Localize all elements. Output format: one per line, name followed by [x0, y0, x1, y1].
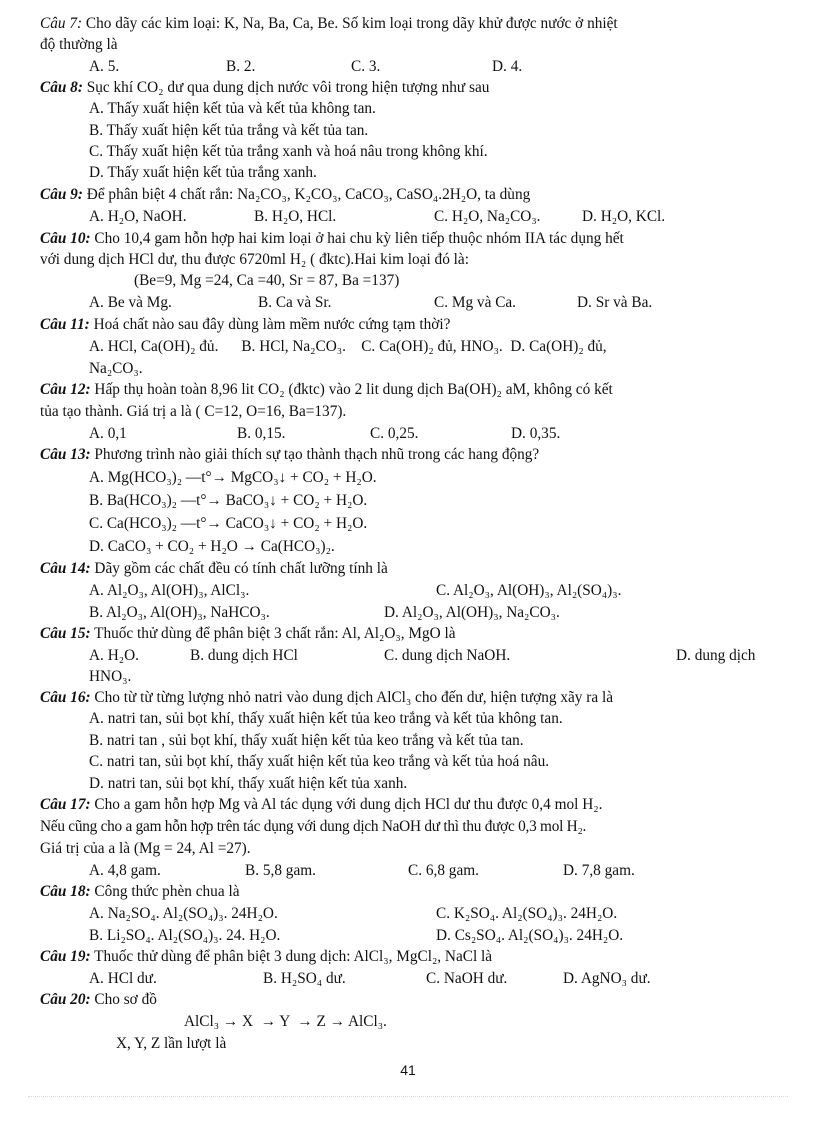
q12-stem-line1 — [40, 380, 613, 400]
q17-option-d: D. 7,8 gam. — [563, 862, 635, 879]
q18-option-d: D. Cs₂SO₄. Al₂(SO₄)₃. 24H₂O. — [436, 927, 624, 944]
q12-option-d: D. 0,35. — [511, 425, 561, 442]
q15-option-b: B. dung dịch HCl — [190, 647, 298, 664]
q16-stem-text: Cho từ từ từng lượng nhỏ natri vào dung dịch AlCl₃ cho đến dư, hiện tượng xãy ra là — [94, 689, 614, 706]
q10-atomic-masses: (Be=9, Mg =24, Ca =40, Sr = 87, Ba =137) — [134, 272, 400, 289]
q20-question: X, Y, Z lần lượt là — [116, 1035, 227, 1052]
q12-number: Câu 12: — [40, 381, 91, 398]
q9-option-b: B. H₂O, HCl. — [254, 208, 337, 225]
q13-number: Câu 13: — [40, 446, 91, 463]
q19-stem-text: Thuốc thử dùng để phân biệt 3 dung dịch: AlCl₃, MgCl₂, NaCl là — [94, 948, 493, 965]
q14-option-c: C. Al₂O₃, Al(OH)₃, Al₂(SO₄)₃. — [436, 582, 622, 599]
q10-option-a: A. Be và Mg. — [89, 294, 172, 311]
q9-stem-text: Để phân biệt 4 chất rắn: Na₂CO₃, K₂CO₃, CaCO₃, CaSO₄.2H₂O, ta dùng — [86, 186, 531, 203]
q11-option-d-continued: Na₂CO₃. — [89, 360, 143, 377]
q8-option-d: D. Thấy xuất hiện kết tủa trắng xanh. — [89, 164, 317, 181]
q14-stem — [40, 559, 388, 579]
q8-option-a: A. Thấy xuất hiện kết tủa và kết tủa không tan. — [89, 100, 376, 117]
q12-option-b: B. 0,15. — [237, 425, 286, 442]
q19-number: Câu 19: — [40, 948, 91, 965]
q13-stem — [40, 445, 539, 465]
q10-option-d: D. Sr và Ba. — [577, 294, 653, 311]
q10-number: Câu 10: — [40, 230, 91, 247]
q16-option-a: A. natri tan, sủi bọt khí, thấy xuất hiện kết tủa keo trắng và kết tủa không tan. — [89, 710, 563, 727]
q14-option-d: D. Al₂O₃, Al(OH)₃, Na₂CO₃. — [384, 604, 560, 621]
q8-stem — [40, 78, 489, 98]
q11-stem-text: Hoá chất nào sau đây dùng làm mềm nước cứng tạm thời? — [93, 316, 451, 333]
q7-stem-line2: độ thường là — [40, 36, 118, 53]
q13-option-c: C. Ca(HCO₃)₂ —t°→ CaCO₃↓ + CO₂ + H₂O. — [89, 515, 368, 532]
q18-stem — [40, 882, 239, 902]
q16-option-d: D. natri tan, sủi bọt khí, thấy xuất hiện kết tủa xanh. — [89, 775, 408, 792]
q8-option-b: B. Thấy xuất hiện kết tủa trắng và kết tủa tan. — [89, 122, 369, 139]
q9-option-a: A. H₂O, NaOH. — [89, 208, 187, 225]
q20-number: Câu 20: — [40, 991, 91, 1008]
q8-option-c: C. Thấy xuất hiện kết tủa trắng xanh và hoá nâu trong không khí. — [89, 143, 488, 160]
q16-option-b: B. natri tan , sủi bọt khí, thấy xuất hiện kết tủa keo trắng và kết tủa tan. — [89, 732, 524, 749]
q7-stem-line1 — [40, 14, 618, 34]
q19-option-a: A. HCl dư. — [89, 970, 157, 987]
q7-stem1: Cho dãy các kim loại: K, Na, Ba, Ca, Be. Số kim loại trong dãy khử được nước ở nhiệt — [85, 15, 618, 32]
q16-stem — [40, 688, 613, 708]
q7-number: Câu 7: — [40, 15, 83, 32]
q8-number: Câu 8: — [40, 79, 83, 96]
q12-stem1: Hấp thụ hoàn toàn 8,96 lit CO₂ (đktc) vào 2 lit dung dịch Ba(OH)₂ aM, không có kết — [94, 381, 613, 398]
q10-option-b: B. Ca và Sr. — [258, 294, 332, 311]
q20-stem — [40, 990, 157, 1010]
q17-stem1: Cho a gam hỗn hợp Mg và Al tác dụng với dung dịch HCl dư thu được 0,4 mol H₂. — [94, 796, 603, 813]
q18-option-b: B. Li₂SO₄. Al₂(SO₄)₃. 24. H₂O. — [89, 927, 281, 944]
q14-option-a: A. Al₂O₃, Al(OH)₃, AlCl₃. — [89, 582, 250, 599]
q10-option-c: C. Mg và Ca. — [434, 294, 517, 311]
q12-stem-line2: tủa tạo thành. Giá trị a là ( C=12, O=16, Ba=137). — [40, 403, 347, 420]
q17-option-a: A. 4,8 gam. — [89, 862, 161, 879]
footer-dotted-rule — [28, 1096, 788, 1097]
page-number: 41 — [400, 1062, 416, 1078]
q14-stem-text: Dãy gồm các chất đều có tính chất lưỡng tính là — [94, 560, 388, 577]
q19-stem — [40, 947, 492, 967]
q7-option-d: D. 4. — [492, 58, 523, 75]
q18-stem-text: Công thức phèn chua là — [94, 883, 240, 900]
q7-option-a: A. 5. — [89, 58, 120, 75]
q19-option-c: C. NaOH dư. — [426, 970, 508, 987]
q13-stem-text: Phương trình nào giải thích sự tạo thành thạch nhũ trong các hang động? — [94, 446, 540, 463]
q14-option-b: B. Al₂O₃, Al(OH)₃, NaHCO₃. — [89, 604, 270, 621]
q17-stem-line1 — [40, 795, 602, 815]
q11-number: Câu 11: — [40, 316, 90, 333]
q17-number: Câu 17: — [40, 796, 91, 813]
q15-option-d: D. dung dịch — [676, 647, 756, 664]
q10-stem-line1 — [40, 229, 624, 249]
q11-options: A. HCl, Ca(OH)₂ đủ. B. HCl, Na₂CO₃. C. Ca(OH)₂ đủ, HNO₃. D. Ca(OH)₂ đủ, — [89, 338, 607, 355]
q11-stem — [40, 315, 450, 335]
q15-stem-text: Thuốc thử dùng để phân biệt 3 chất rắn: Al, Al₂O₃, MgO là — [94, 625, 456, 642]
q15-option-d-continued: HNO₃. — [89, 668, 132, 685]
q17-stem-line2: Nếu cũng cho a gam hỗn hợp trên tác dụng với dung dịch NaOH dư thì thu được 0,3 mol H₂. — [40, 818, 587, 835]
q15-option-c: C. dung dịch NaOH. — [384, 647, 511, 664]
q14-number: Câu 14: — [40, 560, 91, 577]
q12-option-a: A. 0,1 — [89, 425, 127, 442]
q19-option-b: B. H₂SO₄ dư. — [263, 970, 346, 987]
q16-number: Câu 16: — [40, 689, 91, 706]
q7-option-b: B. 2. — [226, 58, 256, 75]
q7-option-c: C. 3. — [351, 58, 381, 75]
q17-stem-line3: Giá trị của a là (Mg = 24, Al =27). — [40, 840, 251, 857]
q18-option-c: C. K₂SO₄. Al₂(SO₄)₃. 24H₂O. — [436, 905, 618, 922]
q12-option-c: C. 0,25. — [370, 425, 419, 442]
q15-number: Câu 15: — [40, 625, 91, 642]
q9-number: Câu 9: — [40, 186, 83, 203]
q17-option-c: C. 6,8 gam. — [408, 862, 479, 879]
q13-option-a: A. Mg(HCO₃)₂ —t°→ MgCO₃↓ + CO₂ + H₂O. — [89, 469, 377, 486]
q17-option-b: B. 5,8 gam. — [245, 862, 316, 879]
q13-option-d: D. CaCO₃ + CO₂ + H₂O → Ca(HCO₃)₂. — [89, 538, 335, 555]
q10-stem-line2: với dung dịch HCl dư, thu được 6720ml H₂ ( đktc).Hai kim loại đó là: — [40, 251, 469, 268]
q13-option-b: B. Ba(HCO₃)₂ —t°→ BaCO₃↓ + CO₂ + H₂O. — [89, 492, 368, 509]
q9-option-d: D. H₂O, KCl. — [582, 208, 666, 225]
q15-stem — [40, 624, 456, 644]
q10-stem1: Cho 10,4 gam hỗn hợp hai kim loại ở hai chu kỳ liên tiếp thuộc nhóm IIA tác dụng hết — [94, 230, 624, 247]
q15-option-a: A. H₂O. — [89, 647, 139, 664]
q8-stem-text: Sục khí CO₂ dư qua dung dịch nước vôi trong hiện tượng như sau — [86, 79, 490, 96]
q16-option-c: C. natri tan, sủi bọt khí, thấy xuất hiện kết tủa keo trắng và kết tủa hoá nâu. — [89, 753, 550, 770]
q19-option-d: D. AgNO₃ dư. — [563, 970, 651, 987]
q18-number: Câu 18: — [40, 883, 91, 900]
q9-option-c: C. H₂O, Na₂CO₃. — [434, 208, 541, 225]
q9-stem — [40, 185, 530, 205]
q20-scheme: AlCl₃ → X → Y → Z → AlCl₃. — [184, 1013, 387, 1030]
q20-stem-text: Cho sơ đồ — [94, 991, 157, 1008]
q18-option-a: A. Na₂SO₄. Al₂(SO₄)₃. 24H₂O. — [89, 905, 278, 922]
